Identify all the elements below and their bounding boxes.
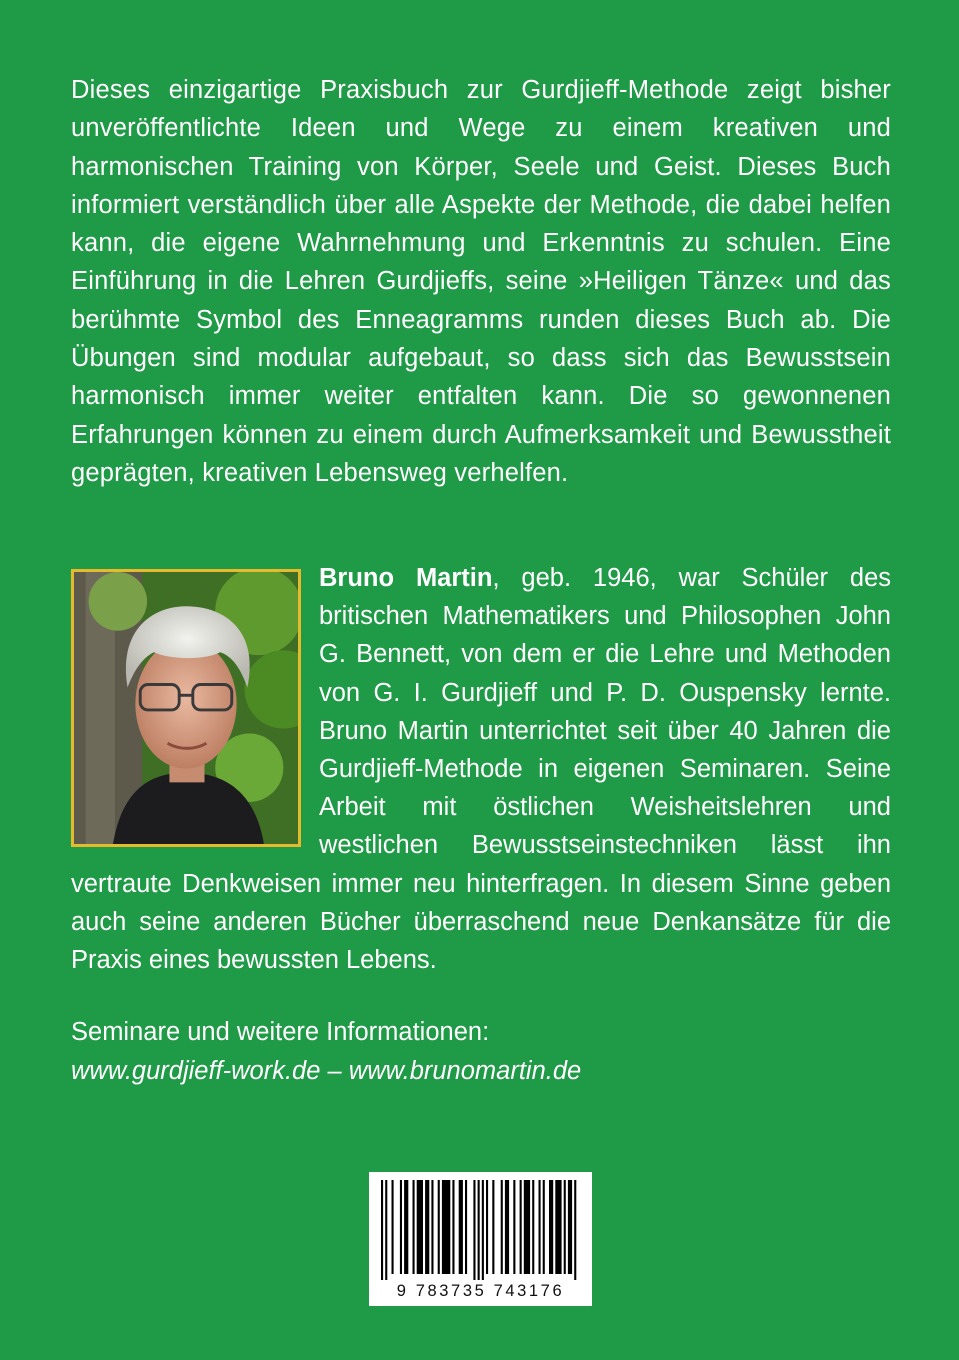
website-link-gurdjieff[interactable]: www.gurdjieff-work.de [71,1056,321,1085]
barcode-bar [532,1180,534,1274]
barcode-bar [482,1180,484,1280]
author-photo [71,569,301,847]
barcode-bar [539,1180,541,1274]
barcode-bar [505,1180,509,1274]
author-section [71,559,891,979]
barcode-bar [478,1180,480,1280]
barcode-bar [549,1180,553,1274]
barcode-bar [492,1180,494,1274]
info-heading: Seminare und weitere Informationen: [71,1018,490,1046]
book-description [71,71,891,492]
barcode-bar [442,1180,450,1274]
barcode-bar [404,1180,408,1274]
website-link-brunomartin[interactable]: www.brunomartin.de [348,1056,582,1085]
url-line [71,1052,891,1091]
barcode-bar [465,1180,467,1274]
isbn-barcode [369,1172,592,1306]
barcode-bar [524,1180,530,1274]
barcode-bar [564,1180,566,1274]
barcode-bar [501,1180,503,1274]
barcode-bar [513,1180,515,1274]
barcode-bar [543,1180,545,1274]
barcode-bar [555,1180,561,1274]
author-name: Bruno Martin [319,564,493,592]
isbn-digits: 9 783735 743176 [396,1282,565,1300]
barcode-bar [473,1180,475,1280]
description-text: Dieses einzigartige Praxisbuch zur Gurdjieff-Methode zeigt bisher unveröffentlichte Ideen und Wege zu einem kreativen und harmonischen Training von Körper, Seele und Geist. Dieses Buch informiert verständlich über alle Aspekte der Methode, die dabei helfen kann, die eigene Wahrnehmung und Erkenntnis zu schulen. Eine Einführung in die Lehren Gurdjieffs, seine »Heiligen Tänze« und das berühmte Symbol des Enneagramms runden dieses Buch ab. Die Übungen sind modular aufgebaut, so dass sich das Bewusstsein harmonisch immer weiter entfalten kann. Die so gewonnenen Erfahrungen können zu einem durch Aufmerksamkeit und Bewusstheit geprägten, kreativen Lebensweg verhelfen. [71,76,891,487]
barcode-bar [568,1180,572,1274]
barcode-bar [520,1180,522,1274]
info-section [71,1013,891,1090]
barcode-bar [385,1180,387,1280]
barcode-bar [413,1180,415,1274]
author-bio-text: , geb. 1946, war Schüler des britischen Mathematikers und Philosophen John G. Bennett, von dem er die Lehre und Methoden von G. I. Gurdjieff und P. D. Ouspensky lernte. Bruno Martin unterrichtet seit über 40 Jahren die Gurdjieff-Methode in eigenen Seminaren. Seine Arbeit mit östlichen Weisheitslehren und westlichen Bewusstseinstechniken lässt ihn vertraute Denkweisen immer neu hinterfragen. In diesem Sinne geben auch seine anderen Bücher überraschend neue Denkansätze für die Praxis eines bewussten Lebens. [71,564,891,975]
barcode-bar [400,1180,402,1274]
url-separator: – [320,1056,349,1085]
barcode-bar [417,1180,423,1274]
barcode-bar [574,1180,576,1280]
barcode-bar [392,1180,394,1274]
barcode-bar [452,1180,454,1274]
barcode-bar [431,1180,433,1274]
barcode-bar [381,1180,383,1280]
barcode-bar [425,1180,429,1274]
barcode-bar [459,1180,463,1274]
barcode-bar [438,1180,440,1274]
barcode-bars [369,1172,592,1282]
barcode-bar [486,1180,488,1274]
